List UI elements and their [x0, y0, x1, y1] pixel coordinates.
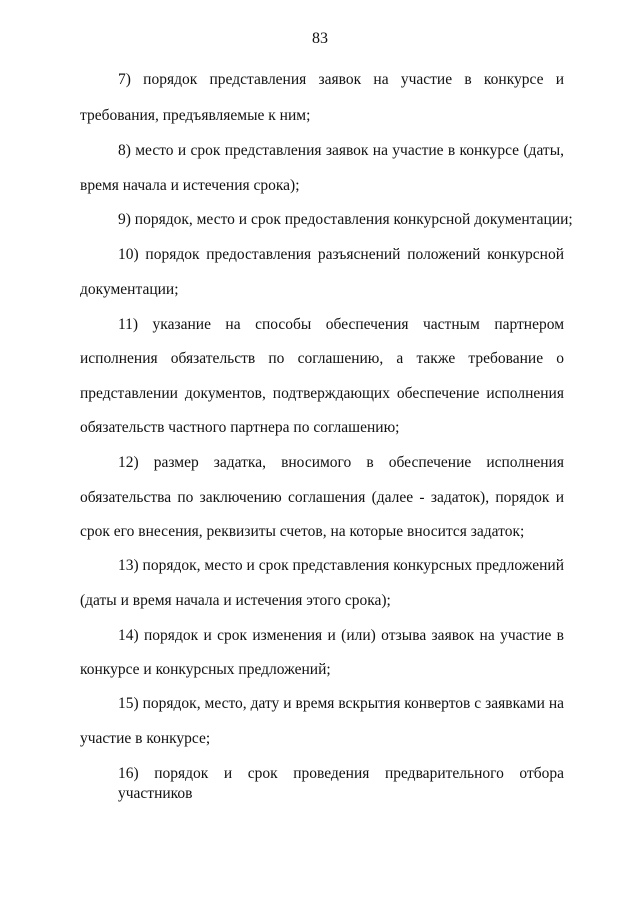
text-line: исполнения обязательств по соглашению, а также требование о — [80, 350, 564, 367]
text-line: 8) место и срок представления заявок на участие в конкурсе (даты, — [118, 142, 564, 159]
text-line: 9) порядок, место и срок предоставления конкурсной документации; — [118, 211, 573, 228]
text-line: 14) порядок и срок изменения и (или) отзыва заявок на участие в — [118, 627, 564, 644]
text-line: 7) порядок представления заявок на участие в конкурсе и — [118, 71, 564, 88]
text-line: требования, предъявляемые к ним; — [80, 107, 311, 124]
text-line: конкурсе и конкурсных предложений; — [80, 661, 331, 678]
text-line: 10) порядок предоставления разъяснений положений конкурсной — [118, 246, 564, 263]
text-line: 13) порядок, место и срок представления конкурсных предложений — [118, 557, 564, 574]
text-line: обязательств частного партнера по соглашению; — [80, 419, 400, 436]
text-line: срок его внесения, реквизиты счетов, на которые вносится задаток; — [80, 523, 525, 540]
text-line: 11) указание на способы обеспечения частным партнером — [118, 316, 564, 333]
text-line: документации; — [80, 281, 179, 298]
text-line: обязательства по заключению соглашения (далее - задаток), порядок и — [80, 489, 564, 506]
text-line: 16) порядок и срок проведения предварительного отбора участников — [118, 765, 564, 802]
text-line: время начала и истечения срока); — [80, 177, 300, 194]
text-line: 15) порядок, место, дату и время вскрытия конвертов с заявками на — [118, 695, 564, 712]
text-line: участие в конкурсе; — [80, 730, 211, 747]
text-line: (даты и время начала и истечения этого срока); — [80, 592, 391, 609]
text-line: представлении документов, подтверждающих обеспечение исполнения — [80, 385, 564, 402]
text-line: 12) размер задатка, вносимого в обеспечение исполнения — [118, 454, 564, 471]
page-number: 83 — [312, 30, 328, 47]
